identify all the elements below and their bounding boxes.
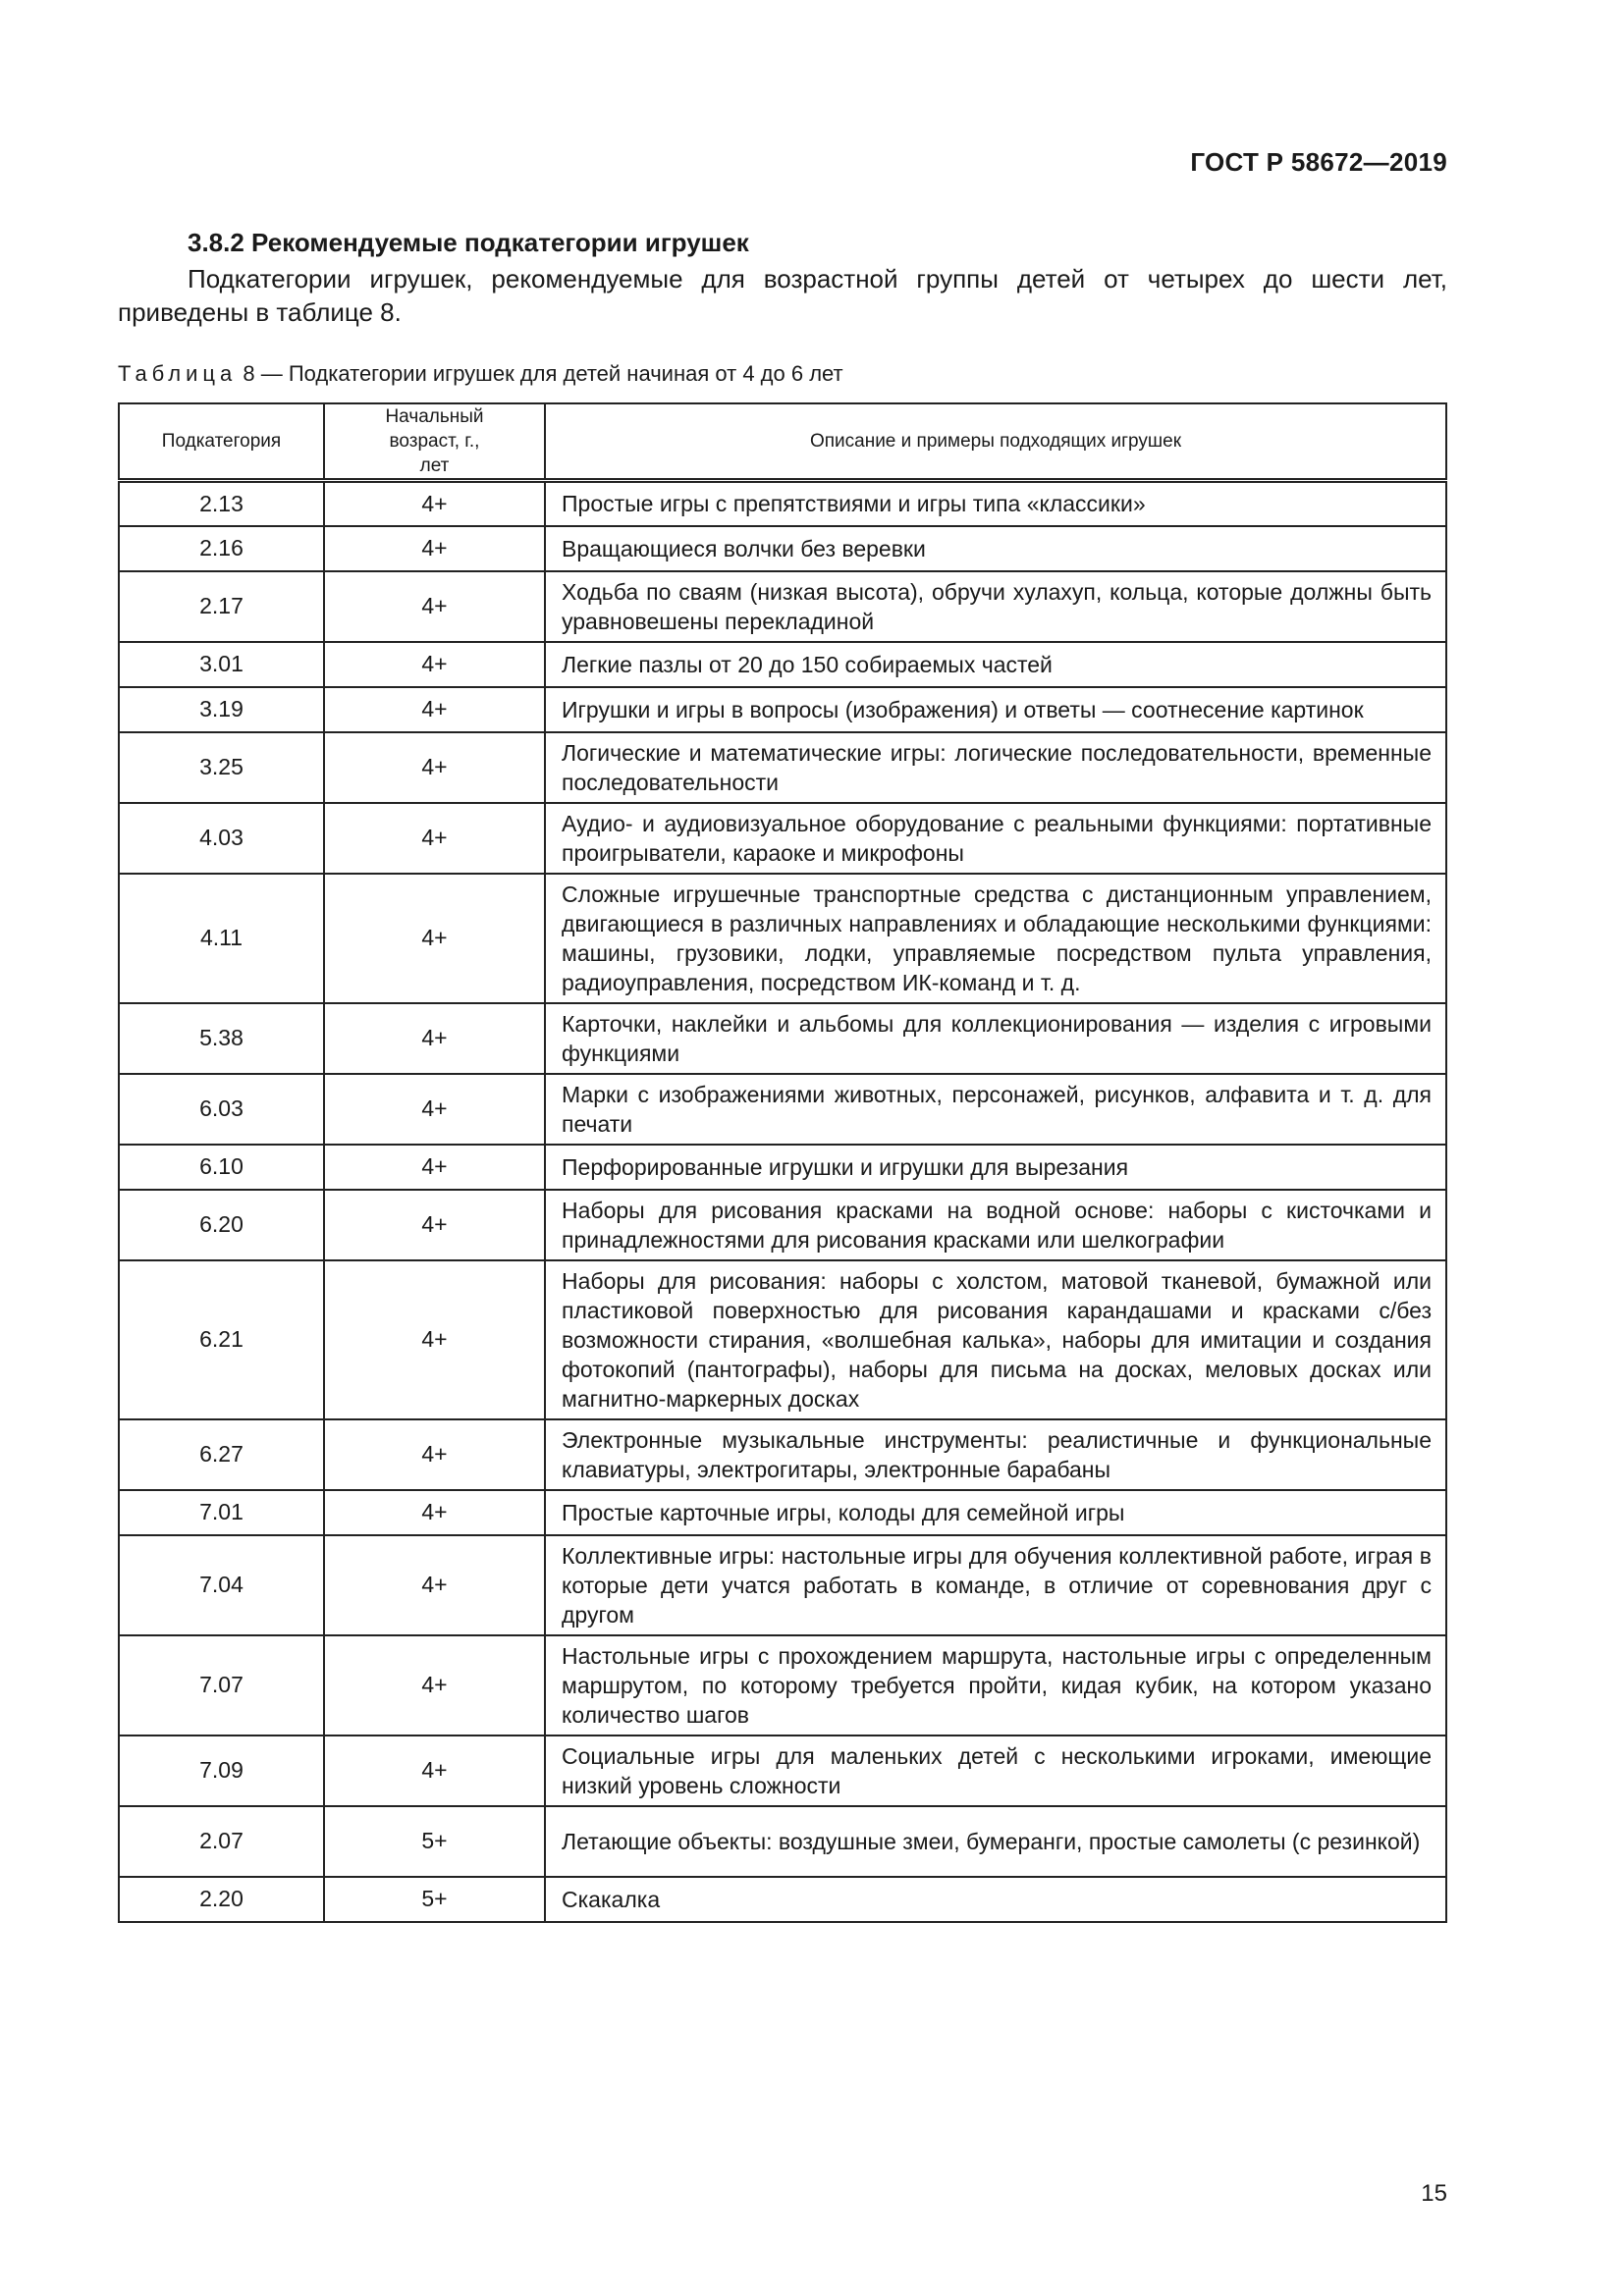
intro-paragraph: Подкатегории игрушек, рекомендуемые для возрастной группы детей от четырех до шести лет, приведены в таблице 8. bbox=[118, 264, 1447, 327]
table-row bbox=[119, 1735, 1446, 1806]
cell-subcategory: 3.19 bbox=[119, 687, 324, 732]
table-row bbox=[119, 732, 1446, 803]
cell-start-age: 4+ bbox=[324, 1190, 545, 1260]
table-row bbox=[119, 1535, 1446, 1635]
cell-subcategory: 6.21 bbox=[119, 1260, 324, 1419]
cell-start-age: 4+ bbox=[324, 1535, 545, 1635]
cell-description: Настольные игры с прохождением маршрута, настольные игры с определенным маршрутом, по которому требуется пройти, кидая кубик, на котором указано количество шагов bbox=[545, 1635, 1446, 1735]
cell-description: Логические и математические игры: логические последовательности, временные последовательности bbox=[545, 732, 1446, 803]
table-row bbox=[119, 687, 1446, 732]
table-row bbox=[119, 526, 1446, 571]
cell-start-age: 4+ bbox=[324, 1145, 545, 1190]
cell-description: Электронные музыкальные инструменты: реалистичные и функциональные клавиатуры, электрогитары, электронные барабаны bbox=[545, 1419, 1446, 1490]
table-caption-text: 8 — Подкатегории игрушек для детей начиная от 4 до 6 лет bbox=[243, 361, 843, 386]
table-row bbox=[119, 1490, 1446, 1535]
cell-subcategory: 4.11 bbox=[119, 874, 324, 1003]
cell-description: Коллективные игры: настольные игры для обучения коллективной работе, играя в которые дети учатся работать в команде, в отличие от соревнования друг с другом bbox=[545, 1535, 1446, 1635]
cell-description: Скакалка bbox=[545, 1877, 1446, 1922]
table-row bbox=[119, 571, 1446, 642]
cell-subcategory: 7.07 bbox=[119, 1635, 324, 1735]
cell-subcategory: 6.27 bbox=[119, 1419, 324, 1490]
cell-start-age: 4+ bbox=[324, 687, 545, 732]
cell-description: Вращающиеся волчки без веревки bbox=[545, 526, 1446, 571]
page-number: 15 bbox=[1421, 2180, 1447, 2207]
cell-start-age: 4+ bbox=[324, 803, 545, 874]
cell-subcategory: 2.16 bbox=[119, 526, 324, 571]
cell-start-age: 5+ bbox=[324, 1806, 545, 1877]
table-row bbox=[119, 1419, 1446, 1490]
table-row bbox=[119, 1145, 1446, 1190]
cell-start-age: 4+ bbox=[324, 1074, 545, 1145]
cell-subcategory: 6.03 bbox=[119, 1074, 324, 1145]
cell-start-age: 4+ bbox=[324, 1490, 545, 1535]
document-code: ГОСТ Р 58672—2019 bbox=[1190, 147, 1447, 177]
cell-subcategory: 2.13 bbox=[119, 481, 324, 526]
cell-subcategory: 7.09 bbox=[119, 1735, 324, 1806]
table-row bbox=[119, 1074, 1446, 1145]
cell-description: Простые карточные игры, колоды для семейной игры bbox=[545, 1490, 1446, 1535]
cell-subcategory: 3.01 bbox=[119, 642, 324, 687]
table-row bbox=[119, 1806, 1446, 1877]
cell-description: Перфорированные игрушки и игрушки для вырезания bbox=[545, 1145, 1446, 1190]
table-row bbox=[119, 1190, 1446, 1260]
table-row bbox=[119, 803, 1446, 874]
table-row bbox=[119, 1260, 1446, 1419]
cell-start-age: 4+ bbox=[324, 1003, 545, 1074]
table-row bbox=[119, 481, 1446, 526]
table-row bbox=[119, 642, 1446, 687]
cell-subcategory: 6.20 bbox=[119, 1190, 324, 1260]
cell-description: Ходьба по сваям (низкая высота), обручи хулахуп, кольца, которые должны быть уравновешены перекладиной bbox=[545, 571, 1446, 642]
table-caption bbox=[118, 361, 843, 387]
cell-start-age: 4+ bbox=[324, 526, 545, 571]
subcategories-table bbox=[118, 402, 1447, 1923]
column-header-description: Описание и примеры подходящих игрушек bbox=[545, 403, 1446, 481]
section-heading: 3.8.2 Рекомендуемые подкатегории игрушек bbox=[188, 228, 749, 257]
cell-description: Социальные игры для маленьких детей с несколькими игроками, имеющие низкий уровень сложности bbox=[545, 1735, 1446, 1806]
cell-start-age: 4+ bbox=[324, 1419, 545, 1490]
cell-start-age: 4+ bbox=[324, 1260, 545, 1419]
cell-description: Простые игры с препятствиями и игры типа «классики» bbox=[545, 481, 1446, 526]
cell-subcategory: 5.38 bbox=[119, 1003, 324, 1074]
cell-subcategory: 2.07 bbox=[119, 1806, 324, 1877]
cell-description: Наборы для рисования красками на водной основе: наборы с кисточками и принадлежностями для рисования красками или шелкографии bbox=[545, 1190, 1446, 1260]
cell-description: Наборы для рисования: наборы с холстом, матовой тканевой, бумажной или пластиковой поверхностью для рисования карандашами и красками с/без возможности стирания, «волшебная калька», наборы для имитации и создания фотокопий (пантографы), наборы для письма на досках, меловых досках или магнитно-маркерных досках bbox=[545, 1260, 1446, 1419]
cell-start-age: 4+ bbox=[324, 642, 545, 687]
cell-subcategory: 3.25 bbox=[119, 732, 324, 803]
cell-description: Летающие объекты: воздушные змеи, бумеранги, простые самолеты (с резинкой) bbox=[545, 1806, 1446, 1877]
column-header-start-age: Начальный возраст, г., лет bbox=[324, 403, 545, 481]
cell-subcategory: 7.04 bbox=[119, 1535, 324, 1635]
cell-subcategory: 6.10 bbox=[119, 1145, 324, 1190]
cell-description: Сложные игрушечные транспортные средства с дистанционным управлением, двигающиеся в различных направлениях и обладающие несколькими функциями: машины, грузовики, лодки, управляемые посредством пульта управления, радиоуправления, посредством ИК-команд и т. д. bbox=[545, 874, 1446, 1003]
table-header-row bbox=[119, 403, 1446, 481]
cell-description: Марки с изображениями животных, персонажей, рисунков, алфавита и т. д. для печати bbox=[545, 1074, 1446, 1145]
cell-start-age: 4+ bbox=[324, 874, 545, 1003]
cell-description: Легкие пазлы от 20 до 150 собираемых частей bbox=[545, 642, 1446, 687]
cell-subcategory: 2.20 bbox=[119, 1877, 324, 1922]
cell-subcategory: 4.03 bbox=[119, 803, 324, 874]
cell-start-age: 5+ bbox=[324, 1877, 545, 1922]
cell-description: Карточки, наклейки и альбомы для коллекционирования — изделия с игровыми функциями bbox=[545, 1003, 1446, 1074]
cell-start-age: 4+ bbox=[324, 571, 545, 642]
cell-subcategory: 2.17 bbox=[119, 571, 324, 642]
cell-description: Игрушки и игры в вопросы (изображения) и ответы — соотнесение картинок bbox=[545, 687, 1446, 732]
cell-subcategory: 7.01 bbox=[119, 1490, 324, 1535]
table-row bbox=[119, 1635, 1446, 1735]
cell-start-age: 4+ bbox=[324, 1735, 545, 1806]
cell-start-age: 4+ bbox=[324, 1635, 545, 1735]
cell-description: Аудио- и аудиовизуальное оборудование с реальными функциями: портативные проигрыватели, караоке и микрофоны bbox=[545, 803, 1446, 874]
cell-start-age: 4+ bbox=[324, 481, 545, 526]
table-row bbox=[119, 1877, 1446, 1922]
cell-start-age: 4+ bbox=[324, 732, 545, 803]
column-header-subcategory: Подкатегория bbox=[119, 403, 324, 481]
table-row bbox=[119, 1003, 1446, 1074]
table-row bbox=[119, 874, 1446, 1003]
table-caption-label: Таблица bbox=[118, 361, 238, 386]
